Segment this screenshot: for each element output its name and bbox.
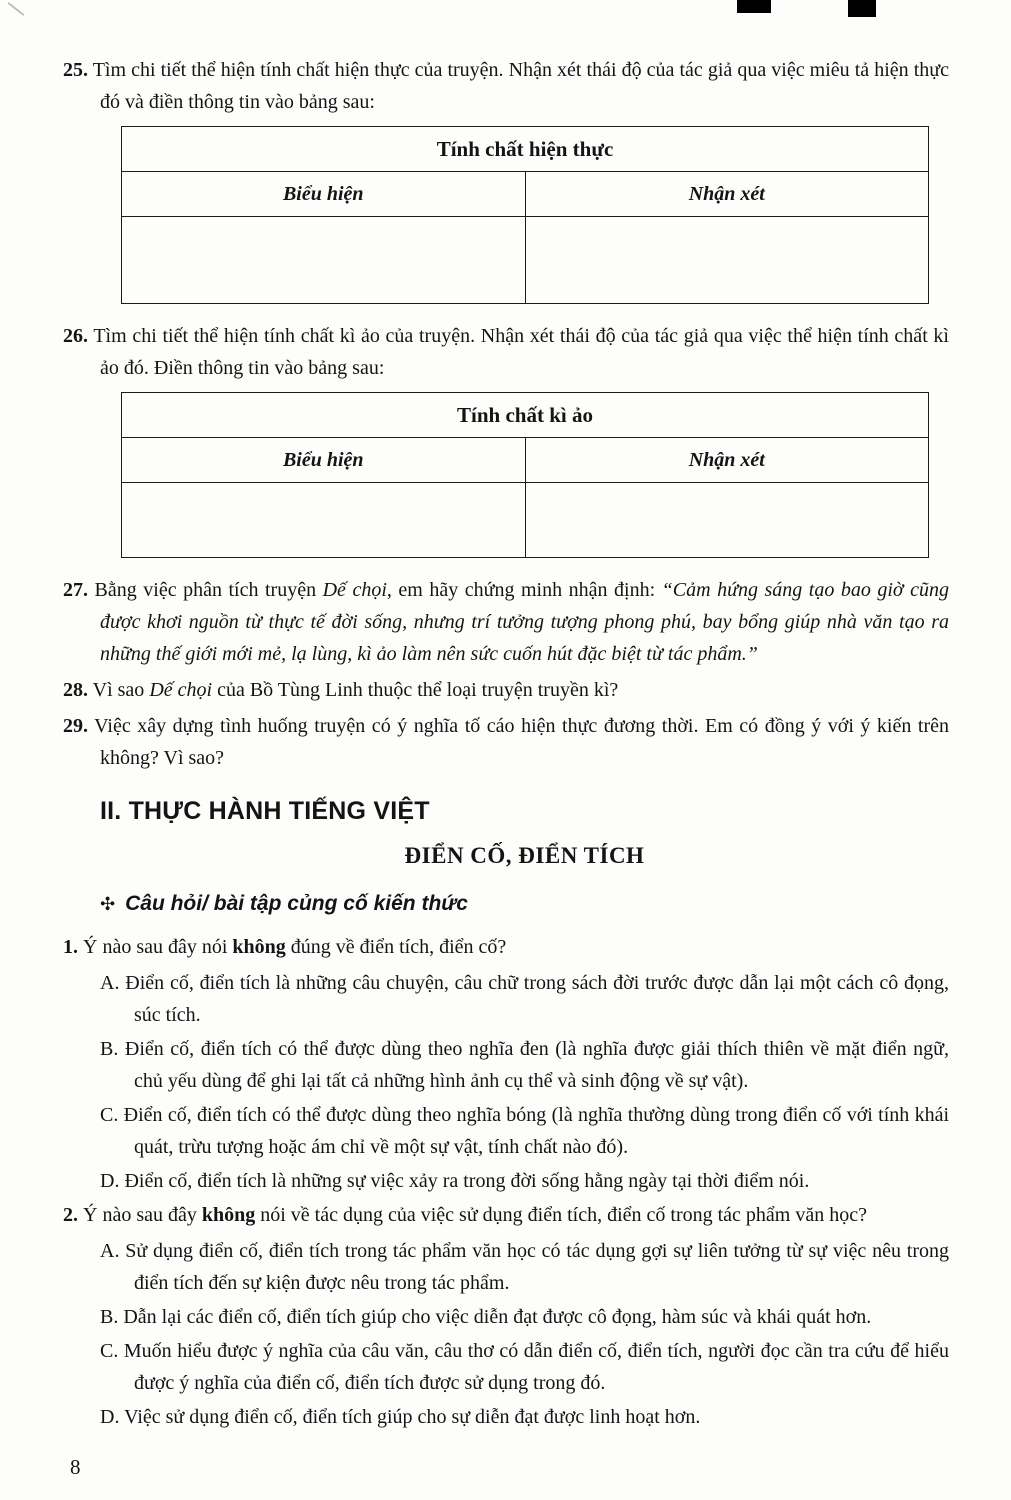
option-text: Điển cố, điển tích có thể được dùng theo nghĩa bóng (là nghĩa thường dùng trong điển cố với tính khái quát, trừu tượng hoặc ám chỉ về một sự vật, tính chất nào đó).: [123, 1104, 950, 1158]
lesson-title: ĐIỂN CỐ, ĐIỂN TÍCH: [404, 843, 645, 868]
mcq-1-stem: [63, 931, 949, 963]
option-label: D.: [100, 1170, 120, 1192]
question-text: Bằng việc phân tích truyện: [94, 579, 323, 601]
table-col-bieu-hien: Biểu hiện: [122, 438, 526, 483]
mcq-2-option-c: [100, 1335, 949, 1399]
mcq-1-option-d: [100, 1165, 949, 1197]
table-col-nhan-xet: Nhận xét: [525, 172, 929, 217]
option-label: A.: [100, 972, 120, 994]
question-26: [63, 320, 949, 384]
mcq-2-stem: [63, 1199, 949, 1231]
option-text: Điển cố, điển tích là những câu chuyện, câu chữ trong sách đời trước được dẫn lại một cách cô đọng, súc tích.: [125, 972, 950, 1026]
option-text: Việc sử dụng điển cố, điển tích giúp cho sự diễn đạt được linh hoạt hơn.: [124, 1406, 701, 1428]
table-empty-cell: [122, 217, 526, 304]
table-header-row: [122, 172, 929, 217]
stem-text: đúng về điển tích, điển cố?: [285, 936, 507, 958]
table-header-row: [122, 438, 929, 483]
subsection-heading: [63, 888, 949, 921]
question-number: 28.: [63, 679, 88, 701]
question-number: 1.: [63, 936, 78, 958]
option-label: D.: [100, 1406, 120, 1428]
question-text: Vì sao: [92, 679, 150, 701]
question-number: 2.: [63, 1204, 78, 1226]
ornament-icon: ✣: [100, 894, 116, 915]
table-title: Tính chất kì ảo: [122, 393, 929, 438]
work-title: Dế chọi: [149, 679, 213, 701]
option-label: A.: [100, 1240, 120, 1262]
option-text: Muốn hiểu được ý nghĩa của câu văn, câu thơ có dẫn điển cố, điển tích, người đọc cần tra cứu để hiểu được ý nghĩa của điển cố, điển tích được sử dụng trong đó.: [123, 1340, 949, 1394]
table-empty-row: [122, 217, 929, 304]
stem-emphasis: không: [232, 936, 286, 958]
mcq-2-option-b: [100, 1301, 949, 1333]
question-text: , em hãy chứng minh nhận định:: [386, 579, 662, 601]
mcq-1-option-b: [100, 1033, 949, 1097]
table-title-row: [122, 127, 929, 172]
table-empty-cell: [525, 483, 929, 558]
option-label: B.: [100, 1306, 119, 1328]
question-number: 26.: [63, 325, 88, 347]
stem-text: nói về tác dụng của việc sử dụng điển tích, điển cố trong tác phẩm văn học?: [255, 1204, 867, 1226]
question-29: [63, 710, 949, 774]
scan-artifact: [8, 2, 25, 16]
question-text: Tìm chi tiết thể hiện tính chất hiện thực của truyện. Nhận xét thái độ của tác giả qua việc miêu tả hiện thực đó và điền thông tin vào bảng sau:: [92, 59, 950, 113]
option-label: C.: [100, 1104, 119, 1126]
option-text: Dẫn lại các điển cố, điển tích giúp cho việc diễn đạt được cô đọng, hàm súc và khái quát hơn.: [123, 1306, 872, 1328]
table-empty-row: [122, 483, 929, 558]
option-text: Điển cố, điển tích có thể được dùng theo nghĩa đen (là nghĩa được giải thích thiên về mặt điển ngữ, chủ yếu dùng để ghi lại tất cả những hình ảnh cụ thể và sinh động về sự vật).: [124, 1038, 950, 1092]
mcq-1-option-c: [100, 1099, 949, 1163]
page-content: [63, 54, 949, 1435]
table-tinh-chat-hien-thuc: [121, 126, 929, 304]
table-empty-cell: [525, 217, 929, 304]
stem-emphasis: không: [201, 1204, 256, 1226]
subsection-label: Câu hỏi/ bài tập củng cố kiến thức: [125, 892, 468, 915]
question-text: của Bồ Tùng Linh thuộc thể loại truyện truyền kì?: [212, 679, 619, 701]
option-label: C.: [100, 1340, 119, 1362]
question-number: 29.: [63, 715, 88, 737]
stem-text: Ý nào sau đây: [83, 1204, 202, 1226]
option-text: Sử dụng điển cố, điển tích trong tác phẩm văn học có tác dụng gợi sự liên tưởng từ sự việc nêu trong điển tích đến sự kiện được nêu trong tác phẩm.: [125, 1240, 950, 1294]
quotation: “Cảm hứng sáng tạo bao giờ cũng được khơi nguồn từ thực tế đời sống, nhưng trí tưởng tượng phong phú, bay bổng giúp nhà văn tạo ra những thế giới mới mẻ, lạ lùng, kì ảo làm nên sức cuốn hút đặc biệt từ tác phẩm.”: [100, 579, 950, 665]
question-number: 25.: [63, 59, 88, 81]
scan-artifact: [848, 0, 876, 17]
mcq-2-option-a: [100, 1235, 949, 1299]
option-text: Điển cố, điển tích là những sự việc xảy ra trong đời sống hằng ngày tại thời điểm nói.: [124, 1170, 810, 1192]
mcq-1-option-a: [100, 967, 949, 1031]
work-title: Dế chọi: [322, 579, 387, 601]
mcq-2-option-d: [100, 1401, 949, 1433]
question-25: [63, 54, 949, 118]
table-col-nhan-xet: Nhận xét: [525, 438, 929, 483]
table-col-bieu-hien: Biểu hiện: [122, 172, 526, 217]
option-label: B.: [100, 1038, 119, 1060]
table-empty-cell: [122, 483, 526, 558]
question-text: Tìm chi tiết thể hiện tính chất kì ảo của truyện. Nhận xét thái độ của tác giả qua việc thể hiện tính chất kì ảo đó. Điền thông tin vào bảng sau:: [93, 325, 949, 379]
question-28: [63, 674, 949, 706]
question-27: [63, 574, 949, 670]
table-title-row: [122, 393, 929, 438]
page-number: 8: [70, 1455, 81, 1479]
question-text: Việc xây dựng tình huống truyện có ý nghĩa tố cáo hiện thực đương thời. Em có đồng ý với ý kiến trên không? Vì sao?: [94, 715, 949, 769]
table-title: Tính chất hiện thực: [122, 127, 929, 172]
question-number: 27.: [63, 579, 88, 601]
scan-artifact: [737, 0, 771, 13]
section-heading: II. THỰC HÀNH TIẾNG VIỆT: [100, 797, 430, 825]
table-tinh-chat-ki-ao: [121, 392, 929, 558]
stem-text: Ý nào sau đây nói: [83, 936, 233, 958]
